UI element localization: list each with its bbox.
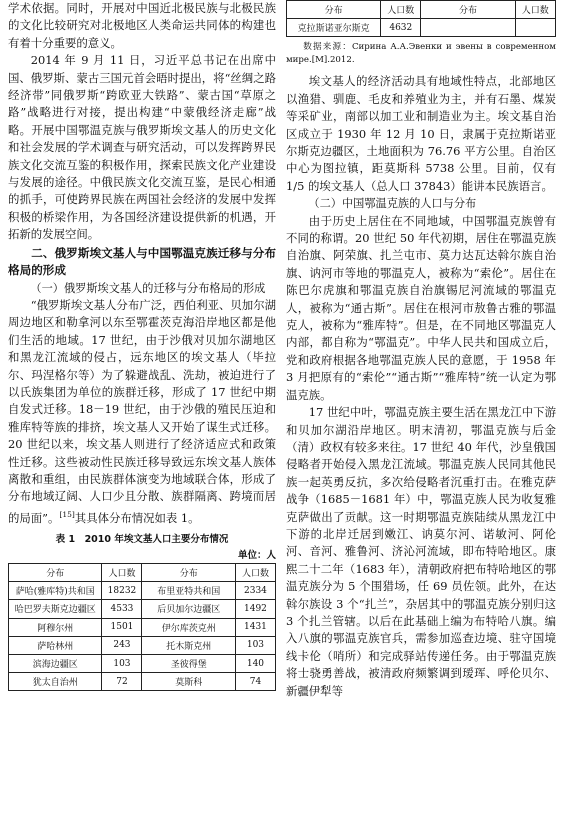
subsection-title: （一）俄罗斯埃文基人的迁移与分布格局的形成 <box>30 281 266 295</box>
table-cell: 圣彼得堡 <box>142 654 235 672</box>
table-cell: 1431 <box>235 618 275 636</box>
table-cell: 布里亚特共和国 <box>142 582 235 600</box>
left-column <box>8 0 276 691</box>
table-cell: 哈巴罗夫斯克边疆区 <box>9 600 102 618</box>
table-row <box>287 19 556 37</box>
quote-tail: 其具体分布情况如表 1。 <box>74 510 200 525</box>
citation: [15] <box>59 509 75 519</box>
paragraph: 由于历史上居住在不同地域，中国鄂温克族曾有不同的称谓。20 世纪 50 年代初期，居住在鄂温克族自治旗、阿荣旗、扎兰屯市、莫力达瓦达斡尔族自治旗、讷河市等地的鄂温克人，被称为“索伦”。居住在陈巴尔虎旗和鄂温克族自治旗锡尼河流域的鄂温克人，被称为“通古斯”。居住在根河市敖鲁古雅的鄂温克人，被称为“雅库特”。但是，在不同地区鄂温克人内部，都自称为“鄂温克”。中华人民共和国成立后，党和政府根据各地鄂温克族人民的意愿，于 1958 年 3 月把原有的“索伦”“通古斯”“雅库特”统一认定为鄂温克族。 <box>286 213 556 402</box>
table-header: 分布 <box>142 563 235 581</box>
table-header: 分布 <box>287 1 381 19</box>
table-row <box>9 618 276 636</box>
table-row <box>9 636 276 654</box>
paragraph <box>8 297 276 527</box>
population-table-continued <box>286 0 556 37</box>
table-row <box>9 600 276 618</box>
paragraph: 2014 年 9 月 11 日，习近平总书记在出席中国、俄罗斯、蒙古三国元首会晤时提出，将“丝绸之路经济带”同俄罗斯“跨欧亚大铁路”、蒙古国“草原之路”战略进行对接，提出构建“中蒙俄经济走廊”战略。开展中国鄂温克族与俄罗斯埃文基人的历史文化和社会发展的学术调查与研究活动，可以发挥跨界民族文化交流互鉴的积极作用，探索民族文化产业建设与发展的途径。中俄民族文化交流互鉴，是民心相通的抓手，可使跨界民族在两国社会经济的发展中发挥积极的桥梁作用，为各国经济建设提供新的机遇，开拓新的发展空间。 <box>8 53 276 242</box>
table-cell <box>421 19 515 37</box>
table-cell: 103 <box>235 636 275 654</box>
table-cell: 滨海边疆区 <box>9 654 102 672</box>
table-cell: 103 <box>102 654 142 672</box>
table-cell: 140 <box>235 654 275 672</box>
table-header: 人口数 <box>235 563 275 581</box>
subsection-title: （二）中国鄂温克族的人口与分布 <box>308 197 477 211</box>
population-table <box>8 563 276 691</box>
table-cell: 托木斯克州 <box>142 636 235 654</box>
table-cell: 克拉斯诺亚尔斯克 <box>287 19 381 37</box>
paragraph: 17 世纪中叶，鄂温克族主要生活在黑龙江中下游和贝加尔湖沿岸地区。明末清初，鄂温克族与后金（清）政权有较多来往。17 世纪 40 年代，沙皇俄国侵略者开始侵入黑龙江流域。鄂温克族人民同其他民族一起英勇反抗，多次给侵略者沉重打击。在雅克萨战争（1685－1681 年）中，鄂温克族人民为收复雅克萨做出了贡献。这一时期鄂温克族陆续从黑龙江中下游的北岸迁居到嫩江、讷莫尔河、诺敏河、阿伦河、音河、雅鲁河、济沁河流域，即布特哈地区。康熙二十二年（1683 年），清朝政府把布特哈地区的鄂温克族分为 5 个围猎场，任 69 员佐领。此外，在达斡尔族设 3 个“扎兰”，杂居其中的鄂温克族分别归这 3 个扎兰管辖。以后在此基础上编为布特哈八旗。编入八旗的鄂温克族官兵，需参加巡查边境、驻守国境线卡伦（哨所）和完成驿站传递任务。由于鄂温克族将士骁勇善战，被清政府频繁调到瑷珲、呼伦贝尔、新疆伊犁等 <box>286 405 556 698</box>
table-cell: 伊尔库茨克州 <box>142 618 235 636</box>
quote-text: “俄罗斯埃文基人分布广泛，西伯利亚、贝加尔湖周边地区和勒拿河以东至鄂霍茨克海沿岸地区都是他们生活的地域。17 世纪，由于沙俄对贝加尔湖地区和黑龙江流域的侵占，远东地区的埃文基人（毕拉尔、玛涅格尔等）为了躲避战乱、洗劫，被迫进行了以氏族集团为单位的族群迁移，形成了 17 世纪中期自发式迁移。18－19 世纪，由于沙俄的殖民压迫和雅库特等族的排挤，埃文基人又开始了谋生式迁移。20 世纪以来，埃文基人则进行了经济适应式和政策性迁移。这些被动性民族迁移导致远东埃文基人族体离散和重组，由民族群体演变为地域联合体，形成了分布地域辽阔、人口少且分散、族群隔离、跨境而居的局面”。 <box>8 297 276 525</box>
section-title: 二、俄罗斯埃文基人与中国鄂温克族迁移与分布格局的形成 <box>8 245 276 278</box>
table-row <box>9 654 276 672</box>
table-cell: 4533 <box>102 600 142 618</box>
table-cell: 1501 <box>102 618 142 636</box>
table-header: 人口数 <box>381 1 421 19</box>
table-header: 分布 <box>421 1 515 19</box>
table-cell: 萨哈(雅库特)共和国 <box>9 582 102 600</box>
table-header: 人口数 <box>102 563 142 581</box>
table-cell: 1492 <box>235 600 275 618</box>
table-cell <box>515 19 555 37</box>
table-cell: 72 <box>102 673 142 691</box>
table-cell: 2334 <box>235 582 275 600</box>
table-header-row <box>9 563 276 581</box>
table-cell: 犹太自治州 <box>9 673 102 691</box>
table-header: 分布 <box>9 563 102 581</box>
table-header: 人口数 <box>515 1 555 19</box>
table-caption: 表 1 2010 年埃文基人口主要分布情况 <box>55 533 229 545</box>
table-source: 数据来源：Сирина А.А.Эвенки и эвены в современном мире.[М].2012. <box>286 42 556 66</box>
table-cell: 74 <box>235 673 275 691</box>
table-cell: 后贝加尔边疆区 <box>142 600 235 618</box>
table-cell: 4632 <box>381 19 421 37</box>
table-cell: 萨哈林州 <box>9 636 102 654</box>
table-cell: 阿穆尔州 <box>9 618 102 636</box>
table-cell: 243 <box>102 636 142 654</box>
right-column <box>286 0 556 700</box>
table-row <box>9 673 276 691</box>
paragraph: 学术依据。同时，开展对中国近北极民族与北极民族的文化比较研究对北极地区人类命运共同体的构建也有着十分重要的意义。 <box>8 1 276 50</box>
table-unit: 单位：人 <box>237 549 276 561</box>
paragraph: 埃文基人的经济活动具有地域性特点，北部地区以渔猎、驯鹿、毛皮和养殖业为主，并有石墨、煤炭等采矿业，南部以加工业和制造业为主。埃文基自治区成立于 1930 年 12 月 10 日，隶属于克拉斯诺亚尔斯克边疆区，土地面积为 76.76 平方公里。自治区中心为图拉镇，距莫斯科 5738 公里。目前，仅有 1/5 的埃文基人（总人口 37843）能讲本民族语言。 <box>286 74 556 193</box>
table-row <box>9 582 276 600</box>
table-cell: 莫斯科 <box>142 673 235 691</box>
table-cell: 18232 <box>102 582 142 600</box>
table-header-row <box>287 1 556 19</box>
